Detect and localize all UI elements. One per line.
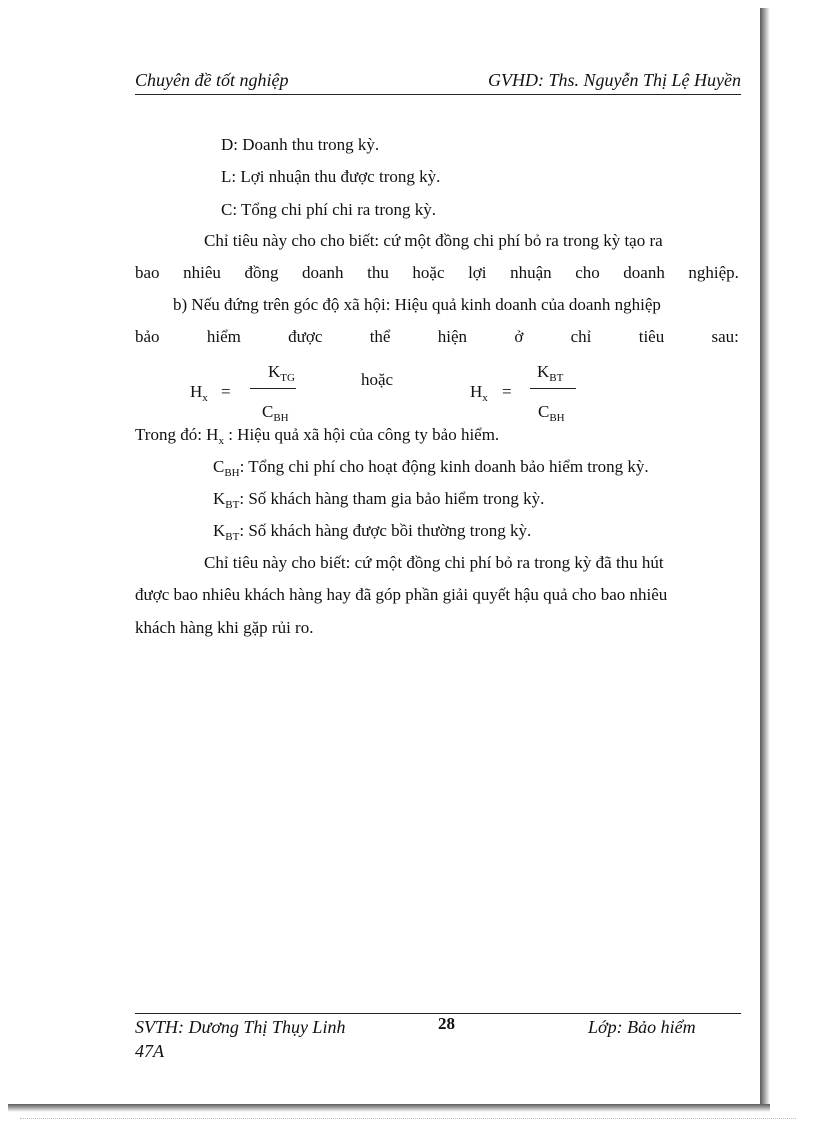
definition-kbt-compensated: $K_{BT}$: Số khách hàng được bồi thường trong kỳ.: [213, 521, 532, 543]
paragraph-3-line-3: khách hàng khi gặp rủi ro.: [135, 618, 314, 637]
page-number: 28: [438, 1014, 455, 1033]
formula-1-numerator: $K_{TG}$: [268, 362, 295, 384]
paragraph-2-line-2: [135, 327, 739, 347]
word: ở: [514, 327, 524, 346]
word: nghiệp.: [688, 263, 739, 282]
word: hiện: [437, 327, 468, 346]
word: lợi: [468, 263, 487, 282]
formula-2-equals: =: [502, 382, 512, 401]
formula-1-denominator: $C_{BH}$: [262, 402, 289, 424]
formula-1-fraction-bar: [250, 388, 296, 389]
formula-2-denominator: $C_{BH}$: [538, 402, 565, 424]
word: hiểm: [206, 327, 241, 346]
paragraph-1-line-2: [135, 263, 739, 283]
word: chỉ: [570, 327, 592, 346]
footer-cohort: 47A: [135, 1041, 164, 1061]
word: doanh: [623, 263, 665, 282]
footer-student: SVTH: Dương Thị Thụy Linh: [135, 1017, 346, 1037]
formula-2-lhs: $H_x$: [470, 382, 488, 404]
page-header: [135, 68, 741, 95]
word: thu: [367, 263, 389, 282]
word: doanh: [302, 263, 344, 282]
definition-c: C: Tổng chi phí chi ra trong kỳ.: [221, 200, 436, 219]
header-title: Chuyên đề tốt nghiệp: [135, 70, 289, 90]
word: được: [288, 327, 323, 346]
word: bảo: [135, 327, 160, 346]
word: đồng: [244, 263, 279, 282]
formula-2-fraction-bar: [530, 388, 576, 389]
paragraph-1-line-1: Chỉ tiêu này cho cho biết: cứ một đồng chi phí bỏ ra trong kỳ tạo ra: [204, 231, 663, 250]
word: cho: [575, 263, 600, 282]
formula-1-lhs: $H_x$: [190, 382, 208, 404]
word: nhuận: [510, 263, 552, 282]
header-supervisor: GVHD: Ths. Nguyễn Thị Lệ Huyền: [488, 70, 741, 90]
where-line: Trong đó: $H_x$ : Hiệu quả xã hội của công ty bảo hiểm.: [135, 425, 500, 447]
page-edge: [20, 1118, 796, 1119]
paragraph-3-line-2: được bao nhiêu khách hàng hay đã góp phần giải quyết hậu quả cho bao nhiêu: [135, 585, 668, 604]
word: thể: [369, 327, 391, 346]
word: bao: [135, 263, 160, 282]
definition-kbt-participants: $K_{BT}$: Số khách hàng tham gia bảo hiểm trong kỳ.: [213, 489, 545, 511]
page-shadow: [760, 8, 770, 1108]
word: hoặc: [412, 263, 445, 282]
definition-l: L: Lợi nhuận thu được trong kỳ.: [221, 167, 441, 186]
formula-2-numerator: $K_{BT}$: [537, 362, 564, 384]
word: nhiêu: [183, 263, 221, 282]
page-shadow: [8, 1104, 770, 1112]
footer-class: Lớp: Bảo hiểm: [588, 1017, 696, 1037]
paragraph-3-line-1: Chỉ tiêu này cho biết: cứ một đồng chi phí bỏ ra trong kỳ đã thu hút: [204, 553, 664, 572]
word: sau:: [711, 327, 739, 346]
paragraph-2-line-1: b) Nếu đứng trên góc độ xã hội: Hiệu quả kinh doanh của doanh nghiệp: [173, 295, 661, 314]
definition-d: D: Doanh thu trong kỳ.: [221, 135, 380, 154]
formula-1-equals: =: [221, 382, 231, 401]
word: tiêu: [638, 327, 665, 346]
definition-cbh: $C_{BH}$: Tổng chi phí cho hoạt động kinh doanh bảo hiểm trong kỳ.: [213, 457, 649, 479]
or-word: hoặc: [361, 370, 394, 389]
